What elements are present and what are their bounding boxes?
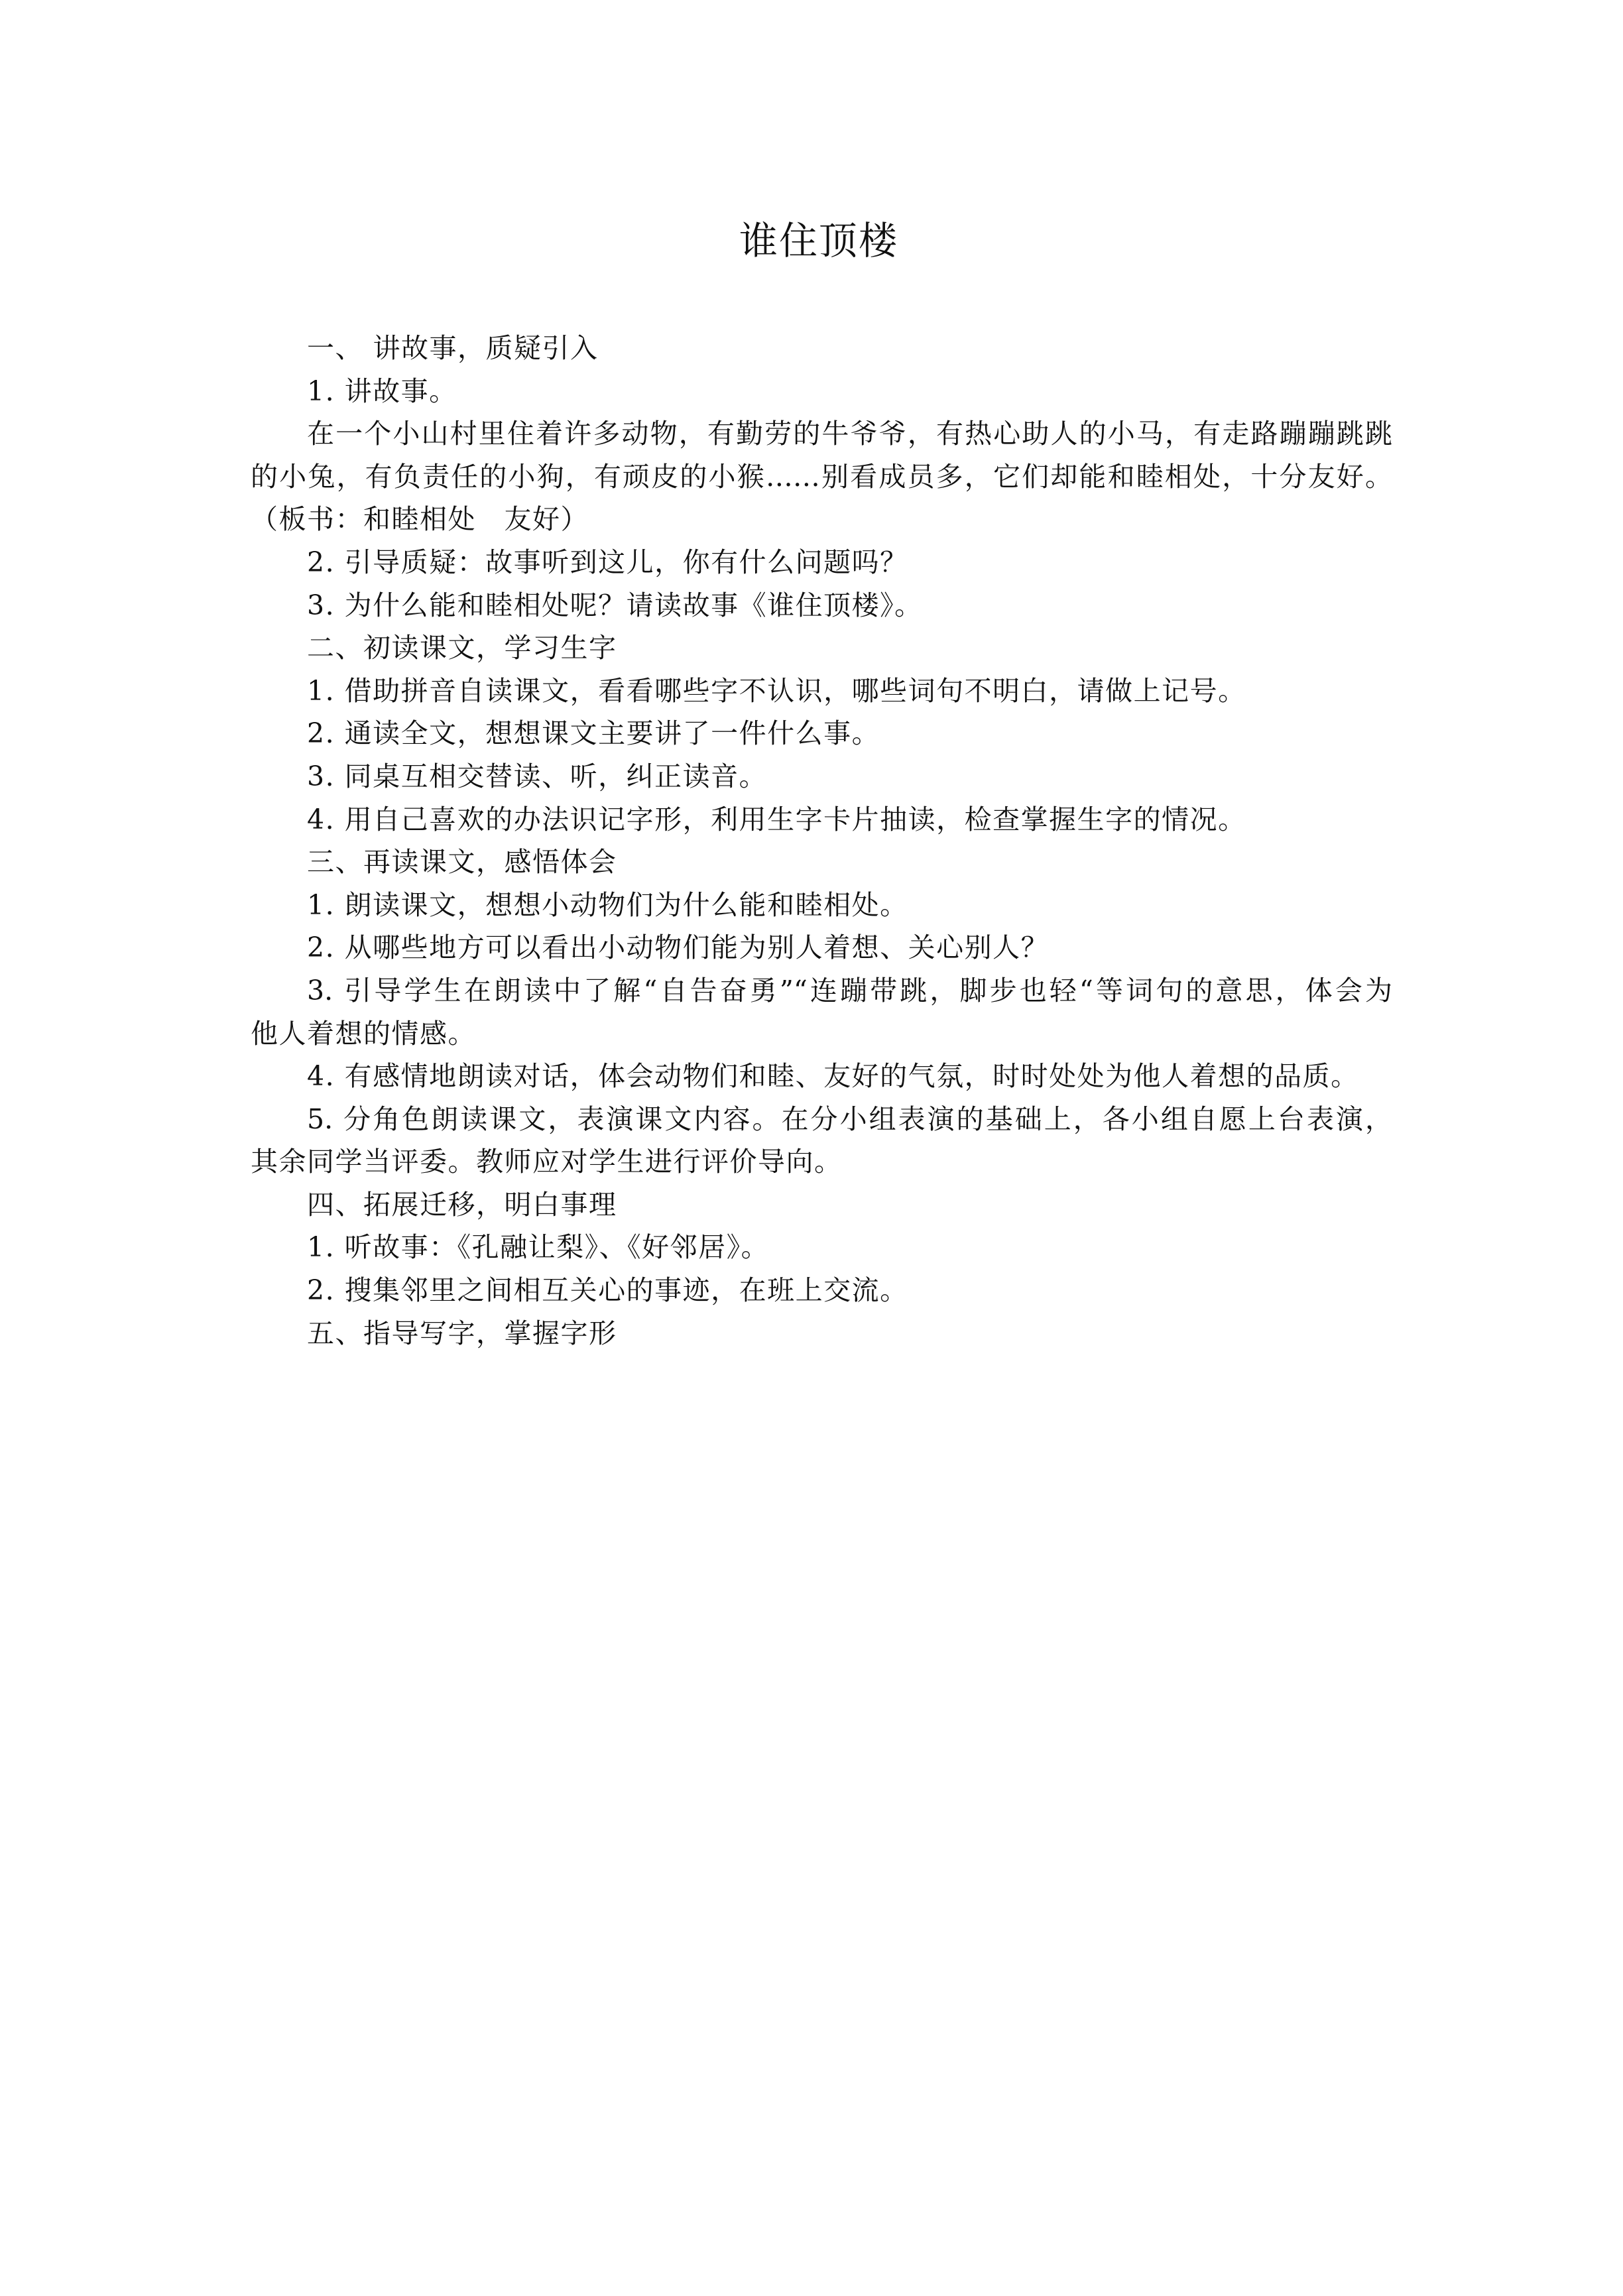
page-title: 谁住顶楼 <box>739 218 898 263</box>
paragraph-line: 2. 从哪些地方可以看出小动物们能为别人着想、关心别人？ <box>307 932 1050 964</box>
section-heading: 五、指导写字，掌握字形 <box>307 1317 617 1349</box>
paragraph-line: 1. 朗读课文，想想小动物们为什么能和睦相处。 <box>307 888 908 921</box>
paragraph-line: 4. 有感情地朗读对话，体会动物们和睦、友好的气氛，时时处处为他人着想的品质。 <box>307 1060 1359 1093</box>
paragraph-line: 5. 分角色朗读课文，表演课文内容。在分小组表演的基础上，各小组自愿上台表演， <box>307 1103 1392 1135</box>
list-item <box>251 1055 1392 1098</box>
paragraph-line: 4. 用自己喜欢的办法识记字形，利用生字卡片抽读，检查掌握生字的情况。 <box>307 803 1246 835</box>
section <box>251 841 1392 1183</box>
paragraph-line: 在一个小山村里住着许多动物，有勤劳的牛爷爷，有热心助人的小马，有走路蹦蹦跳跳 <box>307 418 1392 450</box>
paragraph-line: 他人着想的情感。 <box>251 1017 476 1050</box>
list-item <box>251 584 1392 627</box>
list-item <box>251 798 1392 841</box>
paragraph-line: 1. 讲故事。 <box>307 375 457 407</box>
section <box>251 1183 1392 1312</box>
paragraph-line: 的小兔，有负责任的小狗，有顽皮的小猴……别看成员多，它们却能和睦相处，十分友好。 <box>251 460 1392 493</box>
section-heading: 三、再读课文，感悟体会 <box>307 846 617 878</box>
list-item <box>251 412 1392 541</box>
list-item <box>251 712 1392 755</box>
list-item <box>251 969 1392 1055</box>
list-item <box>251 1226 1392 1269</box>
section <box>251 327 1392 627</box>
list-item <box>251 541 1392 584</box>
section-heading: 四、拓展迁移，明白事理 <box>307 1188 617 1221</box>
section <box>251 627 1392 841</box>
paragraph-line: 2. 引导质疑：故事听到这儿，你有什么问题吗？ <box>307 546 908 578</box>
list-item <box>251 755 1392 798</box>
paragraph-line: 其余同学当评委。教师应对学生进行评价导向。 <box>251 1146 843 1178</box>
paragraph-line: 1. 听故事：《孔融让梨》、《好邻居》。 <box>307 1231 770 1264</box>
paragraph-line: 1. 借助拼音自读课文，看看哪些字不认识，哪些词句不明白，请做上记号。 <box>307 674 1246 707</box>
section-heading: 二、初读课文，学习生字 <box>307 632 617 664</box>
document-body <box>251 327 1392 1355</box>
list-item <box>251 1269 1392 1312</box>
section <box>251 1312 1392 1355</box>
section-heading: 一、 讲故事，质疑引入 <box>307 332 599 364</box>
list-item <box>251 926 1392 969</box>
paragraph-line: 3. 为什么能和睦相处呢？请读故事《谁住顶楼》。 <box>307 589 923 621</box>
list-item <box>251 1098 1392 1183</box>
paragraph-line: 3. 引导学生在朗读中了解“自告奋勇”“连蹦带跳，脚步也轻“等词句的意思，体会为 <box>307 974 1392 1006</box>
paragraph-line: 2. 搜集邻里之间相互关心的事迹，在班上交流。 <box>307 1274 908 1307</box>
paragraph-line: 3. 同桌互相交替读、听，纠正读音。 <box>307 760 768 792</box>
list-item <box>251 670 1392 713</box>
paragraph-line: （板书：和睦相处 友好） <box>251 503 589 536</box>
paragraph-line: 2. 通读全文，想想课文主要讲了一件什么事。 <box>307 717 880 750</box>
list-item <box>251 884 1392 927</box>
list-item <box>251 370 1392 413</box>
